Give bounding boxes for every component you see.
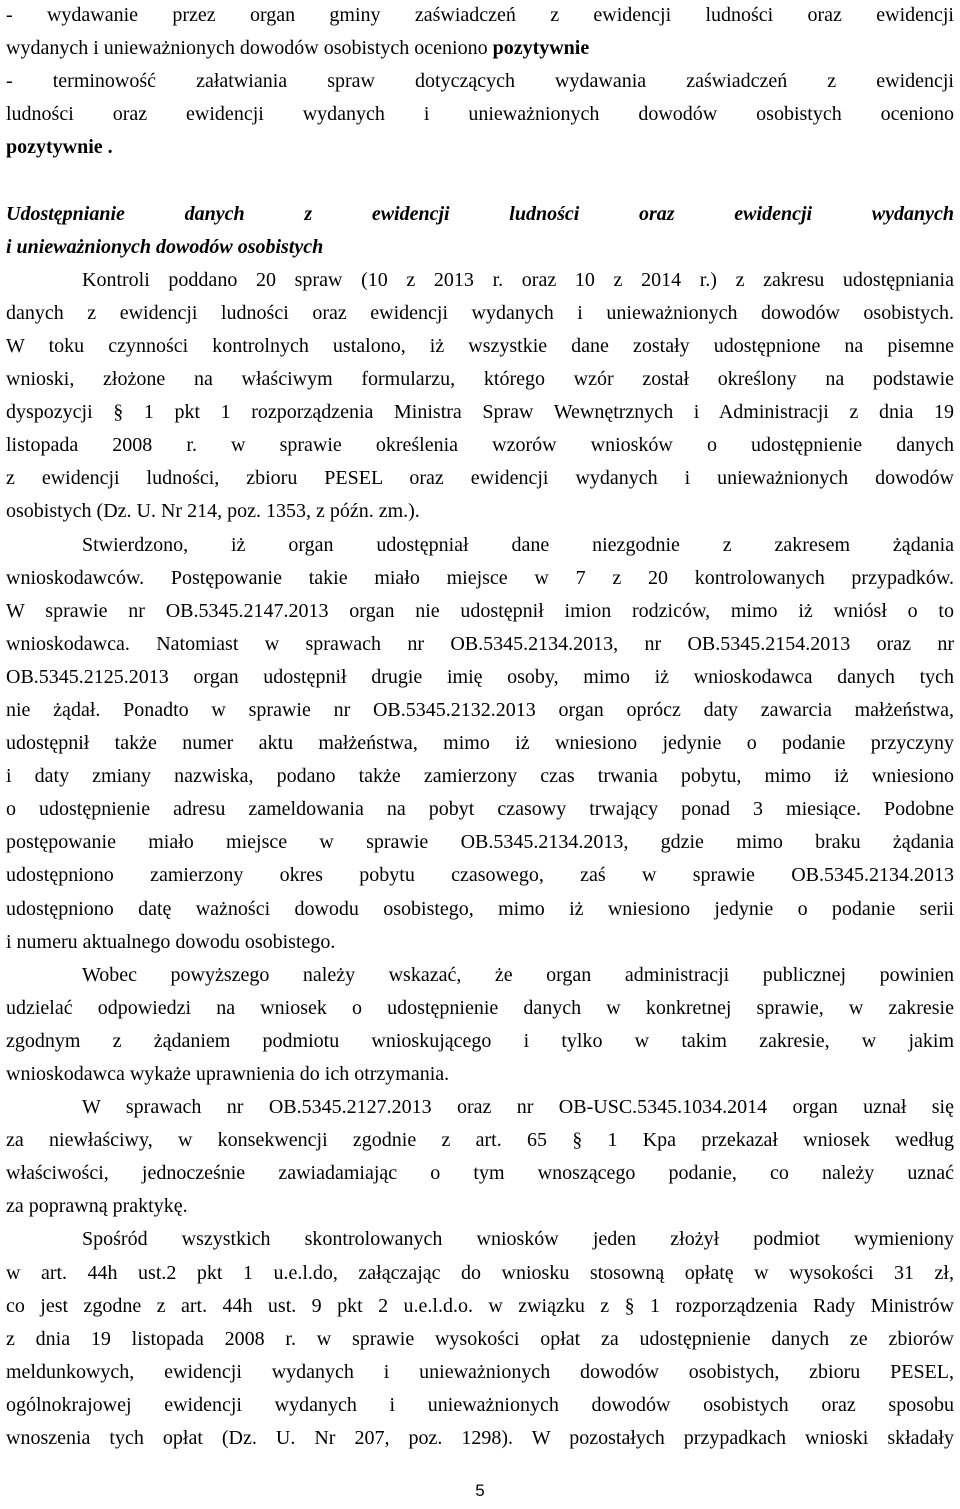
text-line: i numeru aktualnego dowodu osobistego. — [6, 930, 336, 953]
text-line: W sprawie nr OB.5345.2147.2013 organ nie udostępnił imion rodziców, mimo iż wniósł o to — [6, 599, 954, 622]
text-line: osobistych (Dz. U. Nr 214, poz. 1353, z późn. zm.). — [6, 500, 420, 523]
text-line: i daty zmiany nazwiska, podano także zamierzony czas trwania pobytu, mimo iż wniesiono — [6, 765, 954, 788]
page-number: 5 — [475, 1481, 485, 1500]
text-line: z dnia 19 listopada 2008 r. w sprawie wysokości opłat za udostępnienie danych ze zbiorów — [6, 1327, 954, 1350]
text-line: - wydawanie przez organ gminy zaświadczeń z ewidencji ludności oraz ewidencji — [6, 4, 954, 26]
text-line: OB.5345.2125.2013 organ udostępnił drugie imię osoby, mimo iż wnioskodawca danych tych — [6, 665, 954, 688]
text-line: właściwości, jednocześnie zawiadamiając o tym wnoszącego podanie, co należy uznać — [6, 1162, 954, 1185]
text-line: wnioski, złożone na właściwym formularzu, którego wzór został określony na podstawie — [6, 368, 954, 391]
bold-text: pozytywnie — [492, 37, 590, 60]
document-page — [6, 0, 954, 1455]
text-line: o udostępnienie adresu zameldowania na pobyt czasowy trwający ponad 3 miesiące. Podobne — [6, 798, 954, 821]
text-line: zgodnym z żądaniem podmiotu wnioskującego i tylko w takim zakresie, w jakim — [6, 1029, 954, 1052]
text-line: wnioskodawca. Natomiast w sprawach nr OB.5345.2134.2013, nr OB.5345.2154.2013 oraz nr — [6, 632, 954, 655]
text-line: co jest zgodne z art. 44h ust. 9 pkt 2 u.e.l.d.o. w związku z § 1 rozporządzenia Rady Ministrów — [6, 1294, 954, 1317]
text-span: wydanych i unieważnionych dowodów osobistych oceniono — [6, 37, 493, 60]
text-line: - terminowość załatwiania spraw dotyczących wydawania zaświadczeń z ewidencji — [6, 70, 954, 93]
text-line: wnioskodawca wykaże uprawnienia do ich otrzymania. — [6, 1063, 450, 1085]
text-line: W toku czynności kontrolnych ustalono, iż wszystkie dane zostały udostępnione na pisemne — [6, 334, 954, 357]
text-line: za poprawną praktykę. — [6, 1195, 188, 1218]
text-line: ludności oraz ewidencji wydanych i unieważnionych dowodów osobistych oceniono — [6, 103, 954, 126]
blank-line — [6, 164, 954, 197]
text-line: ogólnokrajowej ewidencji wydanych i unieważnionych dowodów osobistych oraz sposobu — [6, 1393, 954, 1416]
text-line: za niewłaściwy, w konsekwencji zgodnie z art. 65 § 1 Kpa przekazał wniosek według — [6, 1129, 954, 1152]
text-line: wnioskodawców. Postępowanie takie miało miejsce w 7 z 20 kontrolowanych przypadków. — [6, 566, 954, 589]
text-line: z ewidencji ludności, zbioru PESEL oraz ewidencji wydanych i unieważnionych dowodów — [6, 467, 954, 490]
text-line: Kontroli poddano 20 spraw (10 z 2013 r. oraz 10 z 2014 r.) z zakresu udostępniania — [82, 268, 954, 291]
text-line: listopada 2008 r. w sprawie określenia wzorów wniosków o udostępnienie danych — [6, 434, 954, 457]
text-line: postępowanie miało miejsce w sprawie OB.5345.2134.2013, gdzie mimo braku żądania — [6, 831, 954, 854]
text-line — [6, 32, 954, 65]
text-line: wnoszenia tych opłat (Dz. U. Nr 207, poz. 1298). W pozostałych przypadkach wnioski składały — [6, 1427, 954, 1450]
text-line: Spośród wszystkich skontrolowanych wniosków jeden złożył podmiot wymieniony — [82, 1228, 954, 1251]
text-line: danych z ewidencji ludności oraz ewidencji wydanych i unieważnionych dowodów osobistych. — [6, 301, 954, 324]
text-line: Stwierdzono, iż organ udostępniał dane niezgodnie z zakresem żądania — [82, 533, 954, 556]
text-line: W sprawach nr OB.5345.2127.2013 oraz nr OB-USC.5345.1034.2014 organ uznał się — [82, 1096, 954, 1119]
section-heading: Udostępnianie danych z ewidencji ludności oraz ewidencji wydanych — [6, 202, 954, 225]
text-line: meldunkowych, ewidencji wydanych i unieważnionych dowodów osobistych, zbioru PESEL, — [6, 1360, 954, 1383]
section-heading: i unieważnionych dowodów osobistych — [6, 235, 324, 258]
text-line: udzielać odpowiedzi na wniosek o udostępnienie danych w konkretnej sprawie, w zakresie — [6, 996, 954, 1019]
text-line: Wobec powyższego należy wskazać, że organ administracji publicznej powinien — [82, 963, 954, 986]
text-line: udostępnił także numer aktu małżeństwa, mimo iż wniesiono jedynie o podanie przyczyny — [6, 732, 954, 755]
text-line: dyspozycji § 1 pkt 1 rozporządzenia Ministra Spraw Wewnętrznych i Administracji z dnia 19 — [6, 401, 954, 424]
text-line: udostępniono datę ważności dowodu osobistego, mimo iż wniesiono jedynie o podanie serii — [6, 897, 954, 920]
bold-text: pozytywnie . — [6, 136, 113, 159]
text-line: udostępniono zamierzony okres pobytu czasowego, zaś w sprawie OB.5345.2134.2013 — [6, 864, 954, 887]
text-line: nie żądał. Ponadto w sprawie nr OB.5345.2132.2013 organ oprócz daty zawarcia małżeństwa, — [6, 698, 954, 721]
text-line: w art. 44h ust.2 pkt 1 u.e.l.do, załączając do wniosku stosowną opłatę w wysokości 31 zł, — [6, 1261, 954, 1284]
